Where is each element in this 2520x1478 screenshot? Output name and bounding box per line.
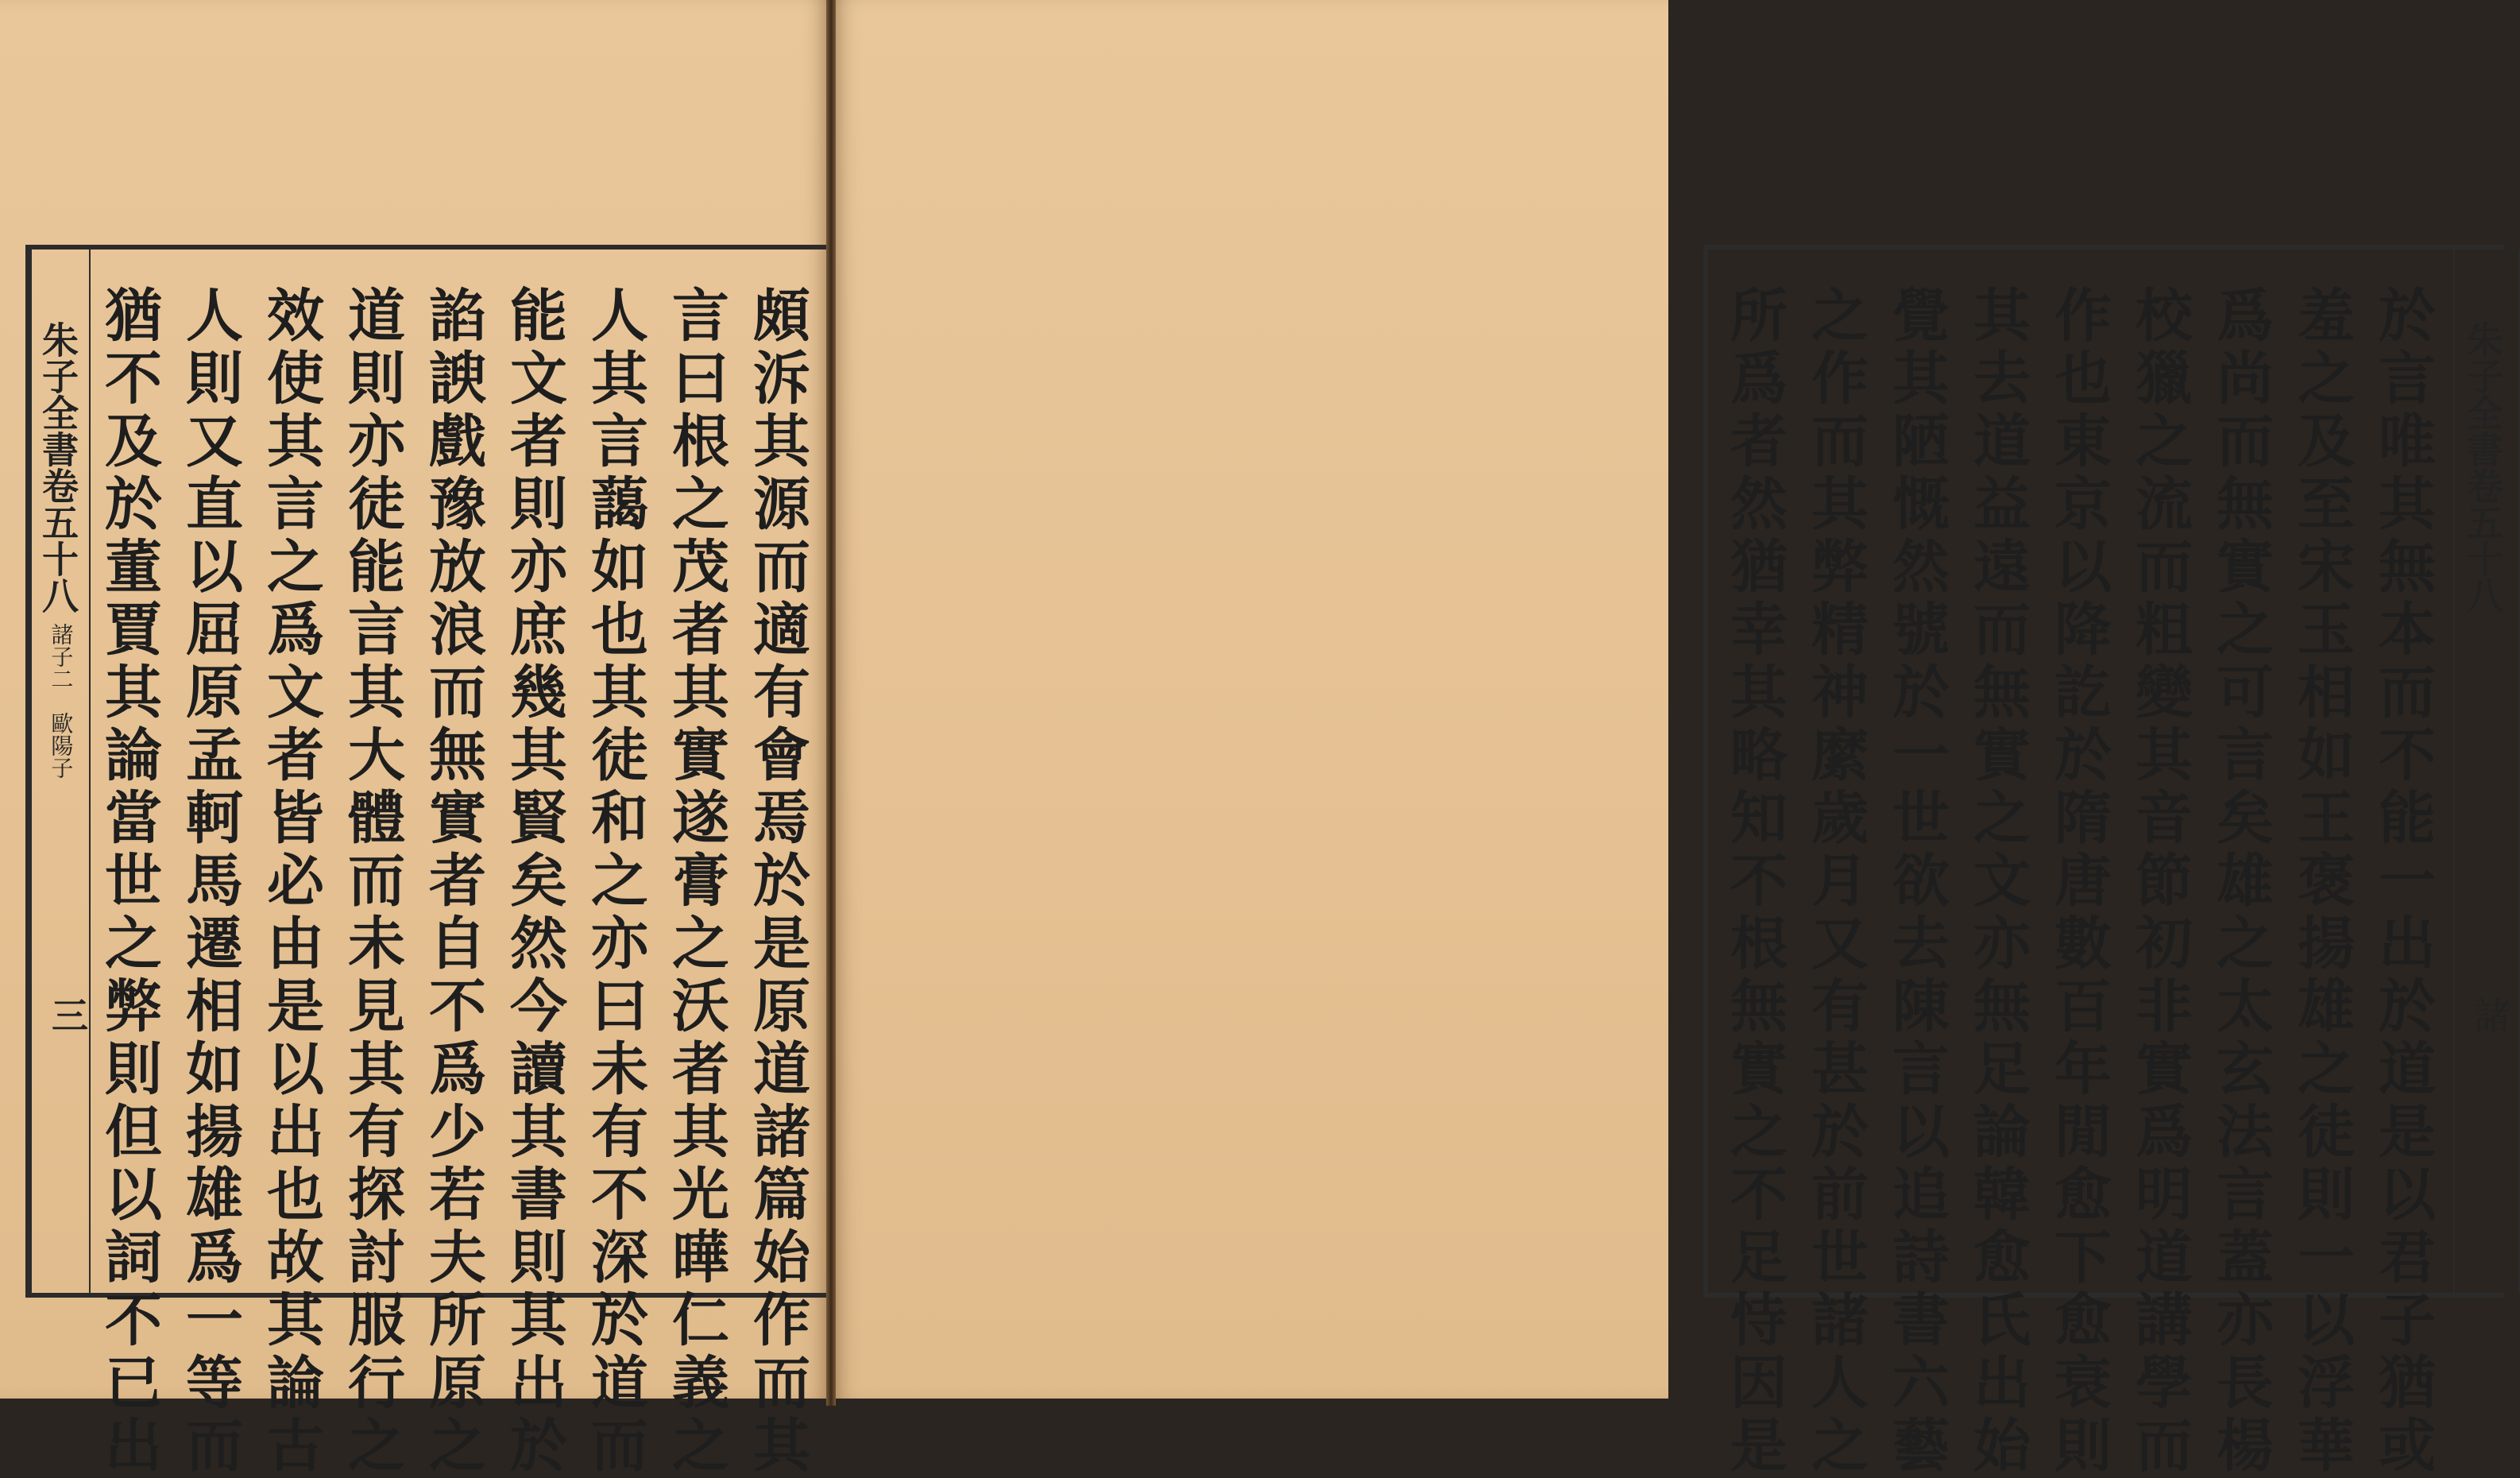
right-column-5: 作也東京以降訖於隋唐數百年閒愈下愈衰則 [2045,285,2112,1478]
left-text-frame [25,245,826,1478]
left-column-2: 言曰根之茂者其實遂膏之沃者其光曄仁義之 [663,285,730,1478]
right-margin-strip [2453,250,2520,1293]
left-column-6: 道則亦徒能言其大體而未見其有探討服行之 [338,285,406,1478]
left-column-8: 人則又直以屈原孟軻馬遷相如揚雄爲一等而 [176,285,244,1478]
left-column-3: 人其言藹如也其徒和之亦曰未有不深於道而 [582,285,649,1478]
right-column-7: 覺其陋慨然號於一世欲去陳言以追詩書六藝 [1883,285,1950,1478]
left-column-7: 效使其言之爲文者皆必由是以出也故其論古 [257,285,325,1478]
right-column-2: 羞之及至宋玉相如王褒揚雄之徒則一以浮華 [2288,285,2356,1478]
right-column-1: 於言唯其無本而不能一出於道是以君子猶或 [2369,285,2437,1478]
left-margin-page-number: 三 [46,996,89,1033]
left-column-9: 猶不及於董賈其論當世之弊則但以詞不已出 [95,285,163,1478]
right-text-frame [1703,245,2512,1478]
right-column-9: 所爲者然猶幸其略知不根無實之不足恃因是 [1721,285,1788,1478]
left-margin-strip [30,250,91,1293]
right-margin-chapter: 諸 [2468,996,2512,1033]
right-column-8: 之作而其弊精神縻歲月又有甚於前世諸人之 [1802,285,1869,1478]
book-gutter [826,0,836,1406]
right-column-3: 爲尚而無實之可言矣雄之太玄法言蓋亦長楊 [2207,285,2275,1478]
left-page [0,0,826,1478]
left-margin-title: 朱子全書卷五十八 [37,321,79,613]
right-column-4: 校獵之流而粗變其音節初非實爲明道講學而 [2126,285,2193,1478]
right-column-6: 其去道益遠而無實之文亦無足論韓愈氏出始 [1964,285,2031,1478]
right-margin-title: 朱子全書卷五十八 [2461,321,2504,613]
right-page [836,0,2512,1478]
left-column-1: 頗泝其源而適有會焉於是原道諸篇始作而其 [744,285,811,1478]
left-column-4: 能文者則亦庶幾其賢矣然今讀其書則其出於 [501,285,568,1478]
left-column-5: 諂諛戲豫放浪而無實者自不爲少若夫所原之 [419,285,487,1478]
left-margin-chapter: 諸子二 歐陽子 [48,623,75,779]
